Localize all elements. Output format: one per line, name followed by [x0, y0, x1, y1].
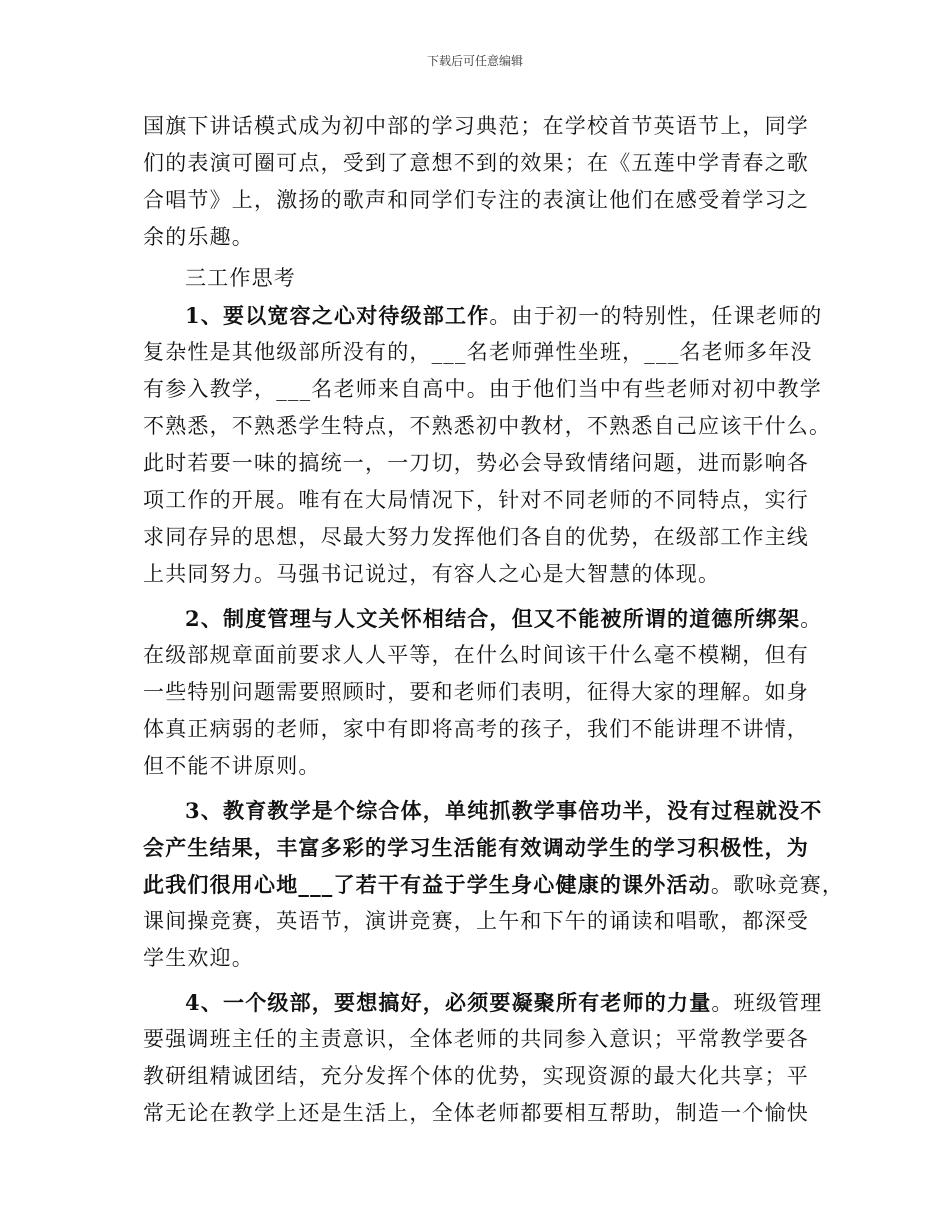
text-segment: 上共同努力。马强书记说过，有容人之心是大智慧的体现。: [143, 562, 721, 586]
text-segment: 们的表演可圈可点，受到了意想不到的效果；在《五莲中学青春之歌: [143, 151, 809, 175]
text-segment: 。班级管理: [711, 991, 823, 1015]
text-line: [143, 408, 833, 445]
text-line: [143, 1058, 833, 1095]
page-header: 下载后可任意编辑: [426, 54, 523, 68]
text-segment: 项工作的开展。唯有在大局情况下，针对不同老师的不同特点，实行: [143, 488, 809, 512]
text-segment: 学生欢迎。: [143, 946, 254, 970]
text-segment: 教研组精诚团结，充分发挥个体的优势，实现资源的最大化共享；平: [143, 1064, 809, 1088]
bold-text-segment: 4、一个级部，要想搞好，必须要凝聚所有老师的力量: [185, 990, 712, 1015]
text-line: [143, 674, 833, 711]
text-segment: 有参入教学，___名老师来自高中。由于他们当中有些老师对初中教学: [143, 377, 822, 401]
text-line: [143, 792, 833, 829]
text-segment: 此时若要一味的搞统一，一刀切，势必会导致情绪问题，进而影响各: [143, 451, 809, 475]
text-segment: 在级部规章面前要求人人平等，在什么时间该干什么毫不模糊，但有: [143, 643, 809, 667]
text-segment: 不熟悉，不熟悉学生特点，不熟悉初中教材，不熟悉自己应该干什么。: [143, 414, 832, 438]
text-line: [143, 829, 833, 866]
bold-text-segment: 3、教育教学是个综合体，单纯抓教学事倍功半，没有过程就没不: [185, 798, 823, 823]
text-segment: 。: [800, 607, 823, 631]
text-line: [143, 600, 833, 637]
text-segment: 体真正病弱的老师，家中有即将高考的孩子，我们不能讲理不讲情，: [143, 717, 809, 741]
text-line: [143, 556, 833, 593]
text-segment: 求同存异的思想，尽最大努力发挥他们各自的优势，在级部工作主线: [143, 525, 809, 549]
text-line: [143, 903, 833, 940]
bold-text-segment: 此我们很用心地___了若干有益于学生身心健康的课外活动: [143, 872, 711, 897]
text-line: [143, 219, 833, 256]
text-line: [143, 711, 833, 748]
text-line: [143, 182, 833, 219]
text-segment: 要强调班主任的主责意识，全体老师的共同参入意识；平常教学要各: [143, 1027, 809, 1051]
text-segment: 。歌咏竞赛，: [710, 873, 845, 897]
text-segment: 复杂性是其他级部所没有的，___名老师弹性坐班，___名老师多年没: [143, 340, 813, 364]
text-line: [143, 334, 833, 371]
text-line: [143, 445, 833, 482]
text-line: [143, 940, 833, 977]
text-segment: 一些特别问题需要照顾时，要和老师们表明，征得大家的理解。如身: [143, 680, 809, 704]
text-segment: 余的乐趣。: [143, 225, 254, 249]
text-segment: 常无论在教学上还是生活上，全体老师都要相互帮助，制造一个愉快: [143, 1101, 809, 1125]
text-line: [143, 108, 833, 145]
text-line: [143, 482, 833, 519]
text-line: [143, 371, 833, 408]
text-line: [143, 866, 845, 903]
text-segment: 课间操竞赛，英语节，演讲竞赛，上午和下午的诵读和唱歌，都深受: [143, 909, 809, 933]
text-line: [143, 260, 833, 297]
text-line: [143, 637, 833, 674]
bold-text-segment: 1、要以宽容之心对待级部工作: [185, 303, 490, 328]
bold-text-segment: 2、制度管理与人文关怀相结合，但又不能被所谓的道德所绑架: [185, 606, 801, 631]
document-body: [143, 108, 845, 1132]
text-line: [143, 984, 833, 1021]
text-line: [143, 519, 833, 556]
text-line: [143, 1095, 833, 1132]
text-line: [143, 1021, 833, 1058]
text-segment: 。由于初一的特别性，任课老师的: [489, 304, 823, 328]
text-line: [143, 145, 833, 182]
text-segment: 但不能不讲原则。: [143, 754, 321, 778]
text-segment: 国旗下讲话模式成为初中部的学习典范；在学校首节英语节上，同学: [143, 114, 809, 138]
text-segment: 合唱节》上，激扬的歌声和同学们专注的表演让他们在感受着学习之: [143, 188, 809, 212]
text-segment: 三工作思考: [185, 266, 296, 290]
text-line: [143, 748, 833, 785]
bold-text-segment: 会产生结果，丰富多彩的学习生活能有效调动学生的学习积极性，为: [143, 835, 809, 860]
text-line: [143, 297, 833, 334]
